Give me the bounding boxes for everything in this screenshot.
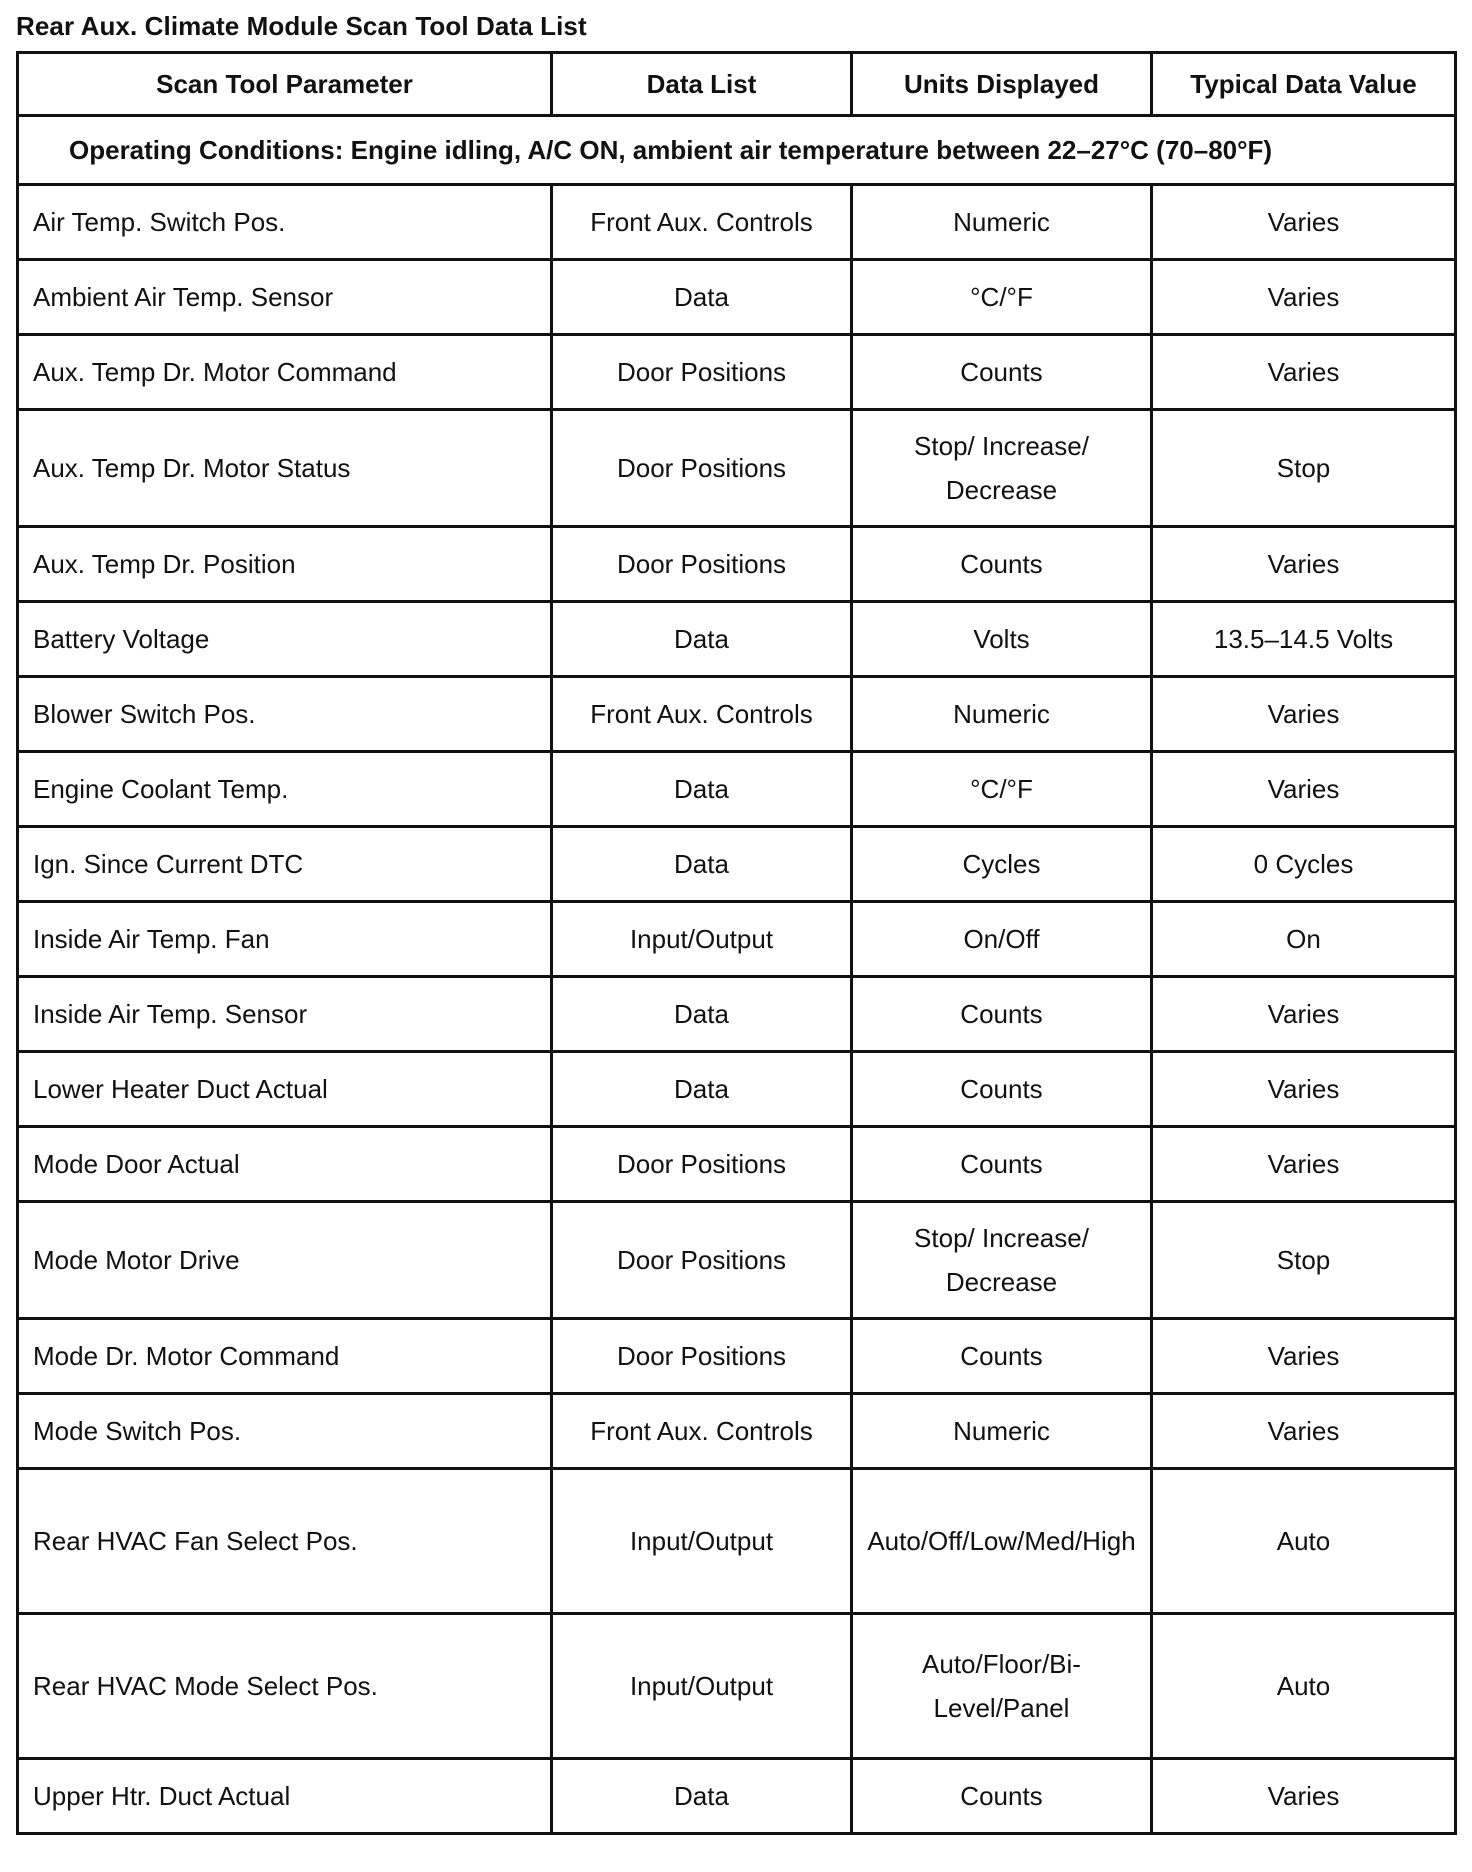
cell-parameter: Mode Switch Pos. bbox=[18, 1394, 552, 1469]
cell-parameter: Inside Air Temp. Fan bbox=[18, 902, 552, 977]
cell-parameter: Mode Dr. Motor Command bbox=[18, 1319, 552, 1394]
cell-parameter: Aux. Temp Dr. Position bbox=[18, 527, 552, 602]
cell-typical-value: 13.5–14.5 Volts bbox=[1152, 602, 1456, 677]
cell-typical-value: Varies bbox=[1152, 977, 1456, 1052]
cell-typical-value: Auto bbox=[1152, 1469, 1456, 1614]
cell-parameter: Ambient Air Temp. Sensor bbox=[18, 260, 552, 335]
cell-typical-value: Varies bbox=[1152, 677, 1456, 752]
cell-typical-value: Varies bbox=[1152, 335, 1456, 410]
cell-parameter: Upper Htr. Duct Actual bbox=[18, 1759, 552, 1834]
cell-typical-value: 0 Cycles bbox=[1152, 827, 1456, 902]
cell-units-displayed: Counts bbox=[852, 977, 1152, 1052]
cell-data-list: Door Positions bbox=[552, 1127, 852, 1202]
table-row bbox=[18, 185, 1456, 260]
cell-units-displayed: On/Off bbox=[852, 902, 1152, 977]
table-row bbox=[18, 827, 1456, 902]
cell-units-displayed: Auto/Floor/Bi-Level/Panel bbox=[852, 1614, 1152, 1759]
table-row bbox=[18, 1202, 1456, 1319]
table-row bbox=[18, 902, 1456, 977]
cell-data-list: Data bbox=[552, 827, 852, 902]
cell-data-list: Front Aux. Controls bbox=[552, 1394, 852, 1469]
cell-typical-value: Auto bbox=[1152, 1614, 1456, 1759]
cell-parameter: Mode Door Actual bbox=[18, 1127, 552, 1202]
cell-parameter: Inside Air Temp. Sensor bbox=[18, 977, 552, 1052]
cell-typical-value: Varies bbox=[1152, 1319, 1456, 1394]
scan-tool-data-table bbox=[16, 51, 1457, 1835]
cell-units-displayed: Stop/ Increase/ Decrease bbox=[852, 410, 1152, 527]
header-data-list: Data List bbox=[552, 53, 852, 116]
cell-data-list: Input/Output bbox=[552, 902, 852, 977]
cell-typical-value: Stop bbox=[1152, 1202, 1456, 1319]
table-row bbox=[18, 1127, 1456, 1202]
cell-typical-value: Varies bbox=[1152, 185, 1456, 260]
cell-typical-value: Varies bbox=[1152, 1759, 1456, 1834]
cell-data-list: Data bbox=[552, 602, 852, 677]
cell-data-list: Data bbox=[552, 260, 852, 335]
cell-parameter: Air Temp. Switch Pos. bbox=[18, 185, 552, 260]
cell-data-list: Door Positions bbox=[552, 527, 852, 602]
cell-typical-value: Varies bbox=[1152, 527, 1456, 602]
table-row bbox=[18, 752, 1456, 827]
table-row bbox=[18, 1469, 1456, 1614]
cell-units-displayed: Cycles bbox=[852, 827, 1152, 902]
cell-data-list: Data bbox=[552, 1052, 852, 1127]
cell-parameter: Ign. Since Current DTC bbox=[18, 827, 552, 902]
cell-parameter: Mode Motor Drive bbox=[18, 1202, 552, 1319]
table-row bbox=[18, 1759, 1456, 1834]
table-row bbox=[18, 1052, 1456, 1127]
cell-data-list: Door Positions bbox=[552, 410, 852, 527]
cell-units-displayed: Counts bbox=[852, 1759, 1152, 1834]
table-header-row bbox=[18, 53, 1456, 116]
table-row bbox=[18, 410, 1456, 527]
cell-data-list: Data bbox=[552, 752, 852, 827]
cell-typical-value: Varies bbox=[1152, 1127, 1456, 1202]
cell-parameter: Lower Heater Duct Actual bbox=[18, 1052, 552, 1127]
cell-units-displayed: Counts bbox=[852, 1052, 1152, 1127]
cell-data-list: Input/Output bbox=[552, 1614, 852, 1759]
cell-units-displayed: Numeric bbox=[852, 1394, 1152, 1469]
table-row bbox=[18, 1614, 1456, 1759]
table-row bbox=[18, 677, 1456, 752]
cell-parameter: Rear HVAC Fan Select Pos. bbox=[18, 1469, 552, 1614]
cell-parameter: Aux. Temp Dr. Motor Status bbox=[18, 410, 552, 527]
cell-parameter: Aux. Temp Dr. Motor Command bbox=[18, 335, 552, 410]
cell-units-displayed: Counts bbox=[852, 1127, 1152, 1202]
cell-data-list: Input/Output bbox=[552, 1469, 852, 1614]
cell-data-list: Door Positions bbox=[552, 335, 852, 410]
cell-typical-value: Varies bbox=[1152, 1052, 1456, 1127]
cell-units-displayed: Stop/ Increase/ Decrease bbox=[852, 1202, 1152, 1319]
cell-units-displayed: Counts bbox=[852, 335, 1152, 410]
header-typical-data-value: Typical Data Value bbox=[1152, 53, 1456, 116]
header-scan-tool-parameter: Scan Tool Parameter bbox=[18, 53, 552, 116]
cell-parameter: Battery Voltage bbox=[18, 602, 552, 677]
cell-units-displayed: Volts bbox=[852, 602, 1152, 677]
cell-data-list: Data bbox=[552, 1759, 852, 1834]
cell-typical-value: Varies bbox=[1152, 260, 1456, 335]
table-row bbox=[18, 977, 1456, 1052]
table-row bbox=[18, 1394, 1456, 1469]
cell-units-displayed: °C/°F bbox=[852, 752, 1152, 827]
cell-parameter: Blower Switch Pos. bbox=[18, 677, 552, 752]
document-title: Rear Aux. Climate Module Scan Tool Data List bbox=[16, 11, 587, 41]
cell-units-displayed: Numeric bbox=[852, 185, 1152, 260]
cell-parameter: Rear HVAC Mode Select Pos. bbox=[18, 1614, 552, 1759]
table-row bbox=[18, 1319, 1456, 1394]
header-units-displayed: Units Displayed bbox=[852, 53, 1152, 116]
cell-typical-value: Stop bbox=[1152, 410, 1456, 527]
operating-conditions: Operating Conditions: Engine idling, A/C ON, ambient air temperature between 22–27°C (70–80°F) bbox=[18, 116, 1456, 185]
cell-units-displayed: Numeric bbox=[852, 677, 1152, 752]
cell-data-list: Door Positions bbox=[552, 1319, 852, 1394]
cell-units-displayed: Auto/Off/Low/Med/High bbox=[852, 1469, 1152, 1614]
table-row bbox=[18, 527, 1456, 602]
cell-typical-value: Varies bbox=[1152, 1394, 1456, 1469]
cell-typical-value: On bbox=[1152, 902, 1456, 977]
table-row bbox=[18, 335, 1456, 410]
cell-data-list: Front Aux. Controls bbox=[552, 185, 852, 260]
cell-data-list: Front Aux. Controls bbox=[552, 677, 852, 752]
cell-units-displayed: Counts bbox=[852, 1319, 1152, 1394]
cell-data-list: Door Positions bbox=[552, 1202, 852, 1319]
cell-parameter: Engine Coolant Temp. bbox=[18, 752, 552, 827]
operating-conditions-row bbox=[18, 116, 1456, 185]
table-row bbox=[18, 602, 1456, 677]
cell-units-displayed: °C/°F bbox=[852, 260, 1152, 335]
cell-typical-value: Varies bbox=[1152, 752, 1456, 827]
table-row bbox=[18, 260, 1456, 335]
cell-units-displayed: Counts bbox=[852, 527, 1152, 602]
cell-data-list: Data bbox=[552, 977, 852, 1052]
